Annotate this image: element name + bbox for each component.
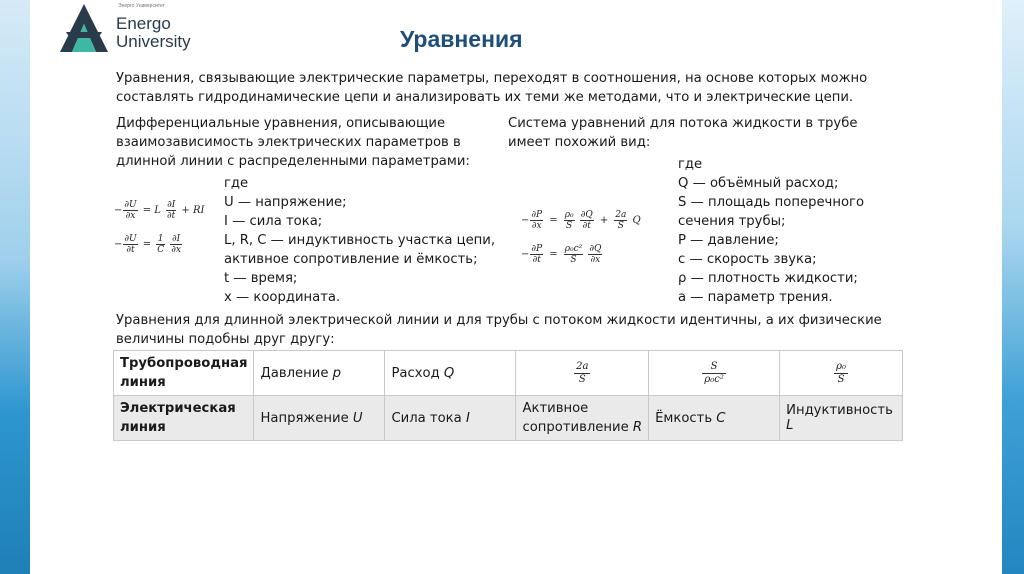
left-decor-stripe xyxy=(0,0,30,574)
row-header-line: Трубопроводная xyxy=(120,356,248,371)
row-header-line: линия xyxy=(120,375,166,390)
row-header-line: линия xyxy=(120,420,166,435)
legend-line: ρ — плотность жидкости; xyxy=(678,271,858,286)
cell-frac-num: 2a xyxy=(576,360,589,372)
legend-line: I — сила тока; xyxy=(224,214,323,229)
formula-num: ρ₀c² xyxy=(564,244,583,254)
analogy-paragraph xyxy=(116,311,882,349)
cell-frac-den: S xyxy=(578,373,586,385)
formula-den: ∂x xyxy=(125,211,136,221)
formula-term: + RI xyxy=(181,205,205,216)
cell-frac-den: S xyxy=(837,373,845,385)
formula-num: ∂Q xyxy=(580,210,593,220)
cell-var: I xyxy=(465,410,470,426)
legend-line: Q — объёмный расход; xyxy=(678,176,839,191)
table-cell-capacity-term xyxy=(649,351,780,396)
system-heading-line: Система уравнений для потока жидкости в трубе xyxy=(508,116,858,131)
system-heading-line: имеет похожий вид: xyxy=(508,135,651,150)
differential-equations-heading xyxy=(116,114,496,171)
formula-num: ∂P xyxy=(531,210,543,220)
row-header-electric xyxy=(114,396,254,441)
formula-den: ∂x xyxy=(590,255,601,265)
right-decor-stripe xyxy=(1002,0,1024,574)
analogy-line: величины подобны друг другу: xyxy=(116,332,335,347)
formula-term: Q xyxy=(632,215,641,226)
table-cell-friction-term xyxy=(516,351,649,396)
fluid-system-heading xyxy=(508,114,868,152)
formula-den: ∂x xyxy=(531,221,542,231)
slide-title: Уравнения xyxy=(400,26,523,52)
fluid-equation-2: − $\frac{\partial P}{\partial t}$ = $\frac{\text{ρ₀c²}}{S}$ $\frac{\partial Q}{\partial x}$ xyxy=(521,244,602,265)
formula-den: ∂t xyxy=(532,255,541,265)
intro-paragraph xyxy=(116,69,876,107)
formula-den: ∂x xyxy=(171,245,181,255)
formula-den: S xyxy=(570,255,577,265)
formula-num: 2a xyxy=(615,210,627,220)
cell-var: C xyxy=(716,410,726,426)
row-header-pipeline xyxy=(114,351,254,396)
formula-num: ∂I xyxy=(171,234,181,244)
cell-text: Сила тока xyxy=(391,410,466,426)
legend-line: a — параметр трения. xyxy=(678,290,833,305)
analogy-table xyxy=(113,350,903,441)
logo-small-text: Энерго Университет xyxy=(118,3,165,9)
table-row-pipeline xyxy=(114,351,903,396)
legend-line: P — давление; xyxy=(678,233,779,248)
diff-heading-line: длинной линии с распределенными параметрами: xyxy=(116,154,470,169)
row-header-line: Электрическая xyxy=(120,401,236,416)
table-cell-capacitance xyxy=(649,396,780,441)
cell-text: Активное xyxy=(522,401,589,416)
legend-line: c — скорость звука; xyxy=(678,252,817,267)
legend-line: сечения трубы; xyxy=(678,214,786,229)
fluid-equation-1: − $\frac{\partial P}{\partial x}$ = $\frac{\text{ρ₀}}{S}$ $\frac{\partial Q}{\partial t}$ + $\frac{2a}{S}$ Q xyxy=(521,210,641,231)
legend-line: t — время; xyxy=(224,271,298,286)
formula-sign: − xyxy=(114,205,123,216)
logo-word-energo: Energo xyxy=(116,14,171,33)
formula-num: ∂Q xyxy=(589,244,602,254)
cell-text: Индуктивность xyxy=(786,403,893,418)
cell-frac-num: S xyxy=(702,361,726,374)
cell-frac-den: ρ₀c² xyxy=(704,373,724,385)
telegraph-equation-1 xyxy=(113,200,204,221)
cell-var: p xyxy=(332,365,342,381)
table-cell-inductance xyxy=(780,396,903,441)
table-cell-inertance-term xyxy=(780,351,903,396)
legend-line: где xyxy=(678,157,703,172)
cell-text: сопротивление xyxy=(522,420,633,435)
table-cell-pressure xyxy=(254,351,385,396)
intro-line: Уравнения, связывающие электрические параметры, переходят в соотношения, на основе которых можно xyxy=(116,71,868,86)
legend-line: активное сопротивление и ёмкость; xyxy=(224,252,478,267)
diff-heading-line: Дифференциальные уравнения, описывающие xyxy=(116,116,446,131)
formula-den: ∂t xyxy=(167,211,176,221)
legend-line: x — координата. xyxy=(224,290,341,305)
fluid-variables-legend xyxy=(678,155,888,307)
cell-var: U xyxy=(352,410,363,426)
formula-den: C xyxy=(157,245,165,255)
cell-text: Напряжение xyxy=(260,410,353,426)
table-cell-resistance xyxy=(516,396,649,441)
intro-line: составлять гидродинамические цепи и анализировать их теми же методами, что и электрические цепи. xyxy=(116,90,854,105)
formula-num: ∂I xyxy=(167,200,176,210)
analogy-line: Уравнения для длинной электрической линии и для трубы с потоком жидкости идентичны, а их физические xyxy=(116,313,882,328)
formula-term: = L xyxy=(142,205,161,216)
table-cell-voltage xyxy=(254,396,385,441)
logo-mark-icon xyxy=(56,2,112,54)
telegraph-equation-2 xyxy=(113,234,182,255)
logo-word-university: University xyxy=(116,32,191,51)
table-cell-flow xyxy=(385,351,516,396)
formula-sign: − xyxy=(114,239,123,250)
formula-den: S xyxy=(617,221,624,231)
table-row-electric xyxy=(114,396,903,441)
formula-num: ∂U xyxy=(124,234,137,244)
formula-num: 1 xyxy=(157,234,164,244)
cell-var: R xyxy=(632,420,643,435)
formula-sign: − xyxy=(521,215,530,226)
formula-sign: − xyxy=(521,249,530,260)
formula-num: ρ₀ xyxy=(564,210,574,220)
legend-line: где xyxy=(224,176,249,191)
diff-heading-line: взаимозависимость электрических параметров в xyxy=(116,135,461,150)
cell-var: Q xyxy=(443,365,455,381)
legend-line: S — площадь поперечного xyxy=(678,195,865,210)
formula-term: = xyxy=(142,239,152,250)
cell-frac-num: ρ₀ xyxy=(836,360,846,372)
table-cell-current xyxy=(385,396,516,441)
formula-num: ∂U xyxy=(124,200,137,210)
legend-line: U — напряжение; xyxy=(224,195,347,210)
formula-den: S xyxy=(566,221,573,231)
legend-line: L, R, C — индуктивность участка цепи, xyxy=(224,233,496,248)
cell-text: Расход xyxy=(391,365,444,381)
formula-num: ∂P xyxy=(531,244,543,254)
cell-var: L xyxy=(786,418,794,433)
energo-university-logo xyxy=(56,2,206,54)
cell-text: Ёмкость xyxy=(655,410,717,426)
formula-den: ∂t xyxy=(582,221,591,231)
formula-den: ∂t xyxy=(126,245,135,255)
cell-text: Давление xyxy=(260,365,333,381)
electric-variables-legend xyxy=(224,174,504,307)
